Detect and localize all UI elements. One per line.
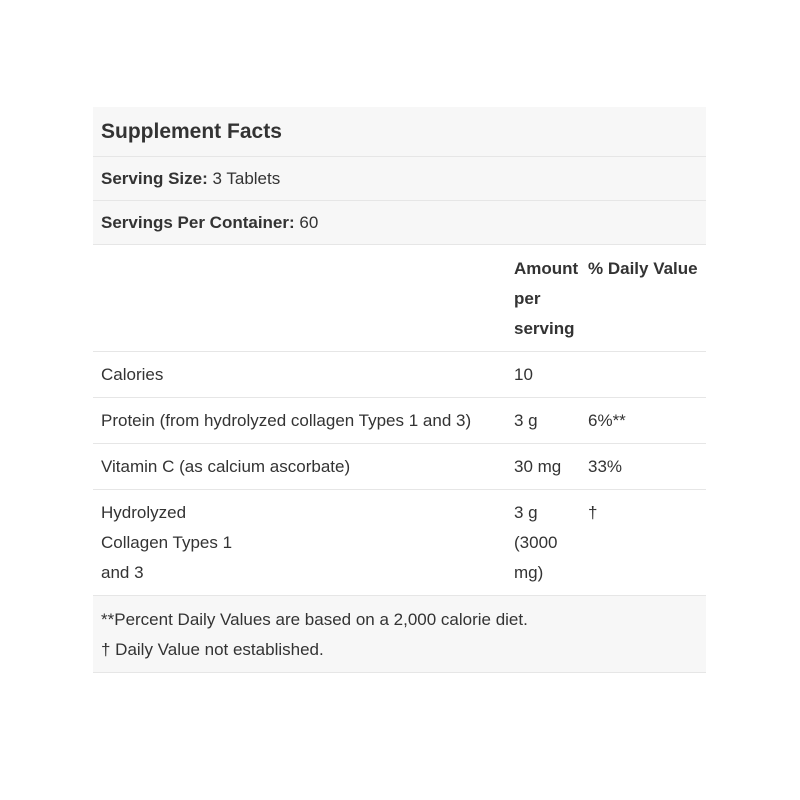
nutrient-header — [93, 245, 506, 352]
serving-size-row — [93, 157, 706, 201]
serving-size-label: Serving Size: — [101, 168, 208, 188]
servings-per-container-value: 60 — [299, 212, 319, 232]
nutrient-row — [93, 444, 706, 490]
nutrient-name: Calories — [93, 352, 506, 398]
nutrient-daily-value: † — [580, 490, 706, 596]
nutrient-row — [93, 490, 706, 596]
nutrient-daily-value: 33% — [580, 444, 706, 490]
footnotes-row — [93, 596, 706, 673]
column-header-row — [93, 245, 706, 352]
nutrient-row — [93, 352, 706, 398]
footnote-percent-dv: **Percent Daily Values are based on a 2,000 calorie diet. — [101, 610, 528, 629]
nutrient-amount: 3 g (3000 mg) — [506, 490, 580, 596]
supplement-facts-table — [93, 107, 706, 673]
daily-value-header: % Daily Value — [580, 245, 706, 352]
footnote-dv-not-established: † Daily Value not established. — [101, 640, 324, 659]
supplement-facts-title: Supplement Facts — [93, 107, 706, 157]
nutrient-name: Protein (from hydrolyzed collagen Types 1 and 3) — [93, 398, 506, 444]
nutrient-daily-value: 6%** — [580, 398, 706, 444]
nutrient-amount: 30 mg — [506, 444, 580, 490]
servings-per-container-row — [93, 201, 706, 245]
nutrient-amount: 10 — [506, 352, 580, 398]
title-row — [93, 107, 706, 157]
serving-size-value: 3 Tablets — [212, 168, 281, 188]
nutrient-row — [93, 398, 706, 444]
nutrient-amount: 3 g — [506, 398, 580, 444]
nutrient-name: Hydrolyzed Collagen Types 1 and 3 — [93, 490, 506, 596]
servings-per-container-label: Servings Per Container: — [101, 212, 295, 232]
nutrient-name: Vitamin C (as calcium ascorbate) — [93, 444, 506, 490]
amount-header: Amount per serving — [506, 245, 580, 352]
nutrient-daily-value — [580, 352, 706, 398]
